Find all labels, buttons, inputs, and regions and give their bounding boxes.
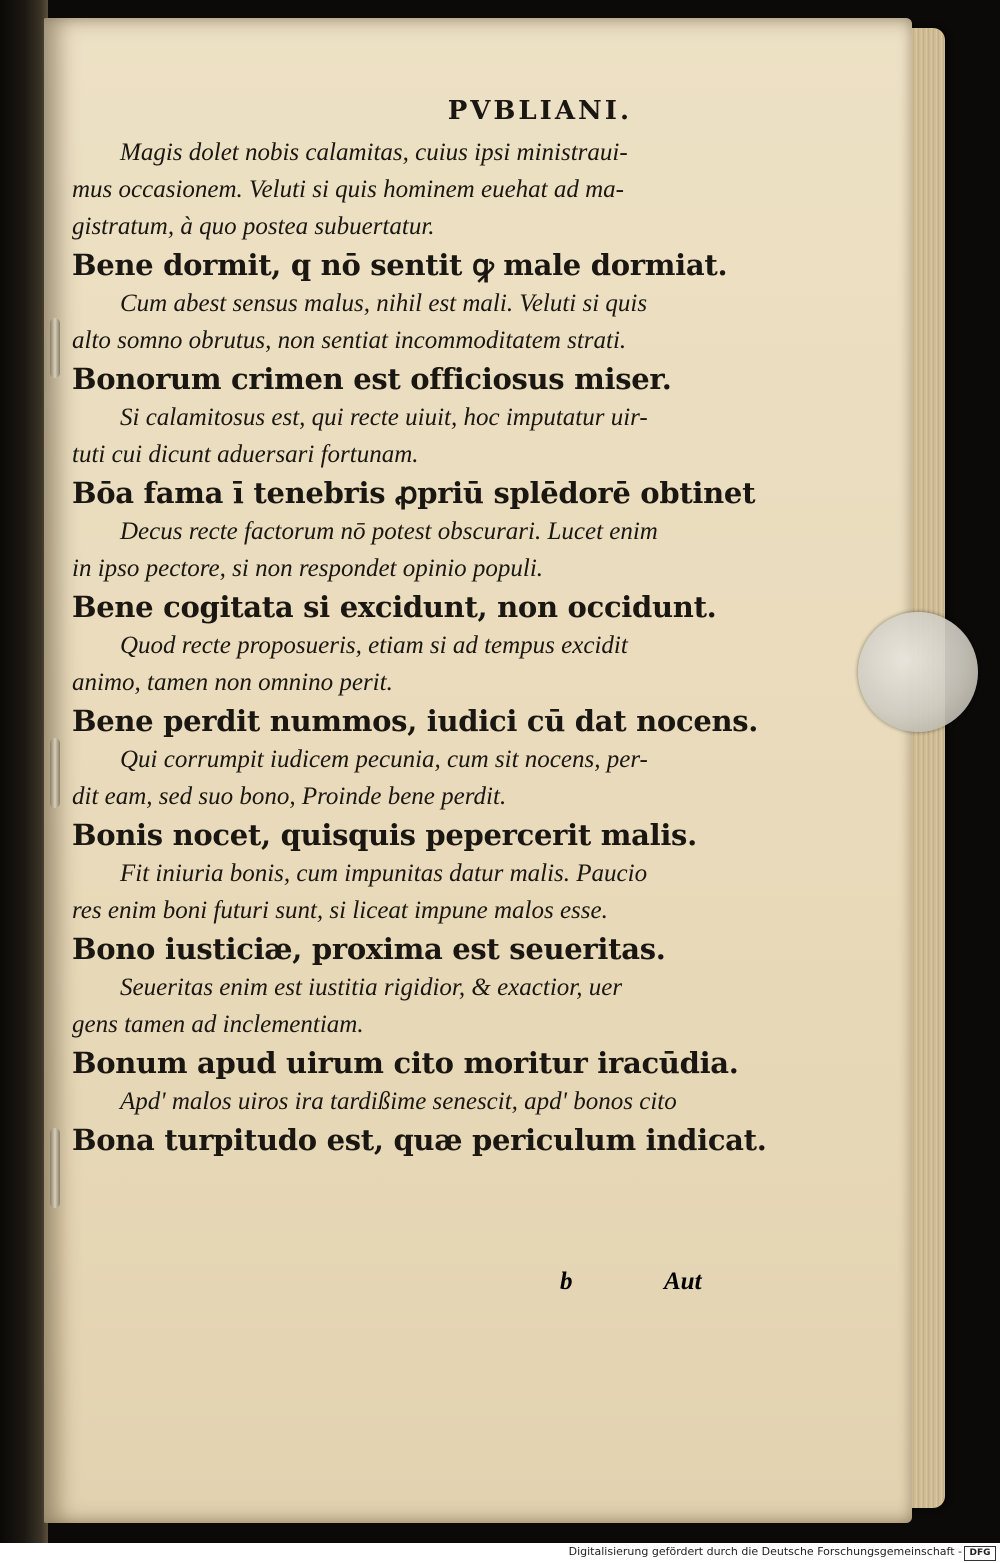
- signature-mark: b: [560, 1268, 573, 1295]
- sentence-line: Bona turpitudo est, quæ periculum indicat.: [72, 1123, 767, 1157]
- sentence-line: Bonorum crimen est officiosus miser.: [72, 362, 672, 396]
- text-block: [72, 96, 772, 1160]
- sentence-line: Bonum apud uirum cito moritur iracūdia.: [72, 1046, 739, 1080]
- book-spine: [0, 0, 48, 1543]
- gloss-line: Fit iniuria bonis, cum impunitas datur malis. Paucio: [120, 860, 648, 887]
- gloss-line: Quod recte proposueris, etiam si ad tempus excidit: [120, 632, 628, 659]
- gloss-line: Qui corrumpit iudicem pecunia, cum sit nocens, per-: [120, 746, 648, 773]
- gloss-line: res enim boni futuri sunt, si liceat impune malos esse.: [72, 897, 608, 924]
- gloss-line: gens tamen ad inclementiam.: [72, 1011, 364, 1038]
- credit-bar: [0, 1543, 1000, 1563]
- gloss-line: gistratum, à quo postea subuertatur.: [72, 213, 435, 240]
- sentence-line: Bene perdit nummos, iudici cū dat nocens.: [72, 704, 759, 738]
- gloss-line: mus occasionem. Veluti si quis hominem euehat ad ma-: [72, 176, 625, 203]
- gloss-line: Apd' malos uiros ira tardißime senescit, apd' bonos cito: [120, 1088, 677, 1115]
- binding-ring: [50, 318, 60, 378]
- running-head: PVBLIANI.: [447, 96, 632, 126]
- sentence-line: Bene cogitata si excidunt, non occidunt.: [72, 590, 717, 624]
- gloss-line: Decus recte factorum nō potest obscurari. Lucet enim: [120, 518, 658, 545]
- binding-ring: [50, 1128, 60, 1208]
- gloss-line: in ipso pectore, si non respondet opinio populi.: [72, 555, 544, 582]
- gloss-line: animo, tamen non omnino perit.: [72, 669, 393, 696]
- gloss-line: alto somno obrutus, non sentiat incommoditatem strati.: [72, 327, 627, 354]
- sentence-line: Bōa fama ī tenebris ꝓpriū splēdorē obtinet: [72, 476, 756, 510]
- gloss-line: Si calamitosus est, qui recte uiuit, hoc imputatur uir-: [120, 404, 648, 431]
- gloss-line: Seueritas enim est iustitia rigidior, & exactior, uer: [120, 974, 623, 1001]
- dfg-logo: DFG: [964, 1546, 996, 1561]
- funding-credit: Digitalisierung gefördert durch die Deutsche Forschungsgemeinschaft -: [568, 1545, 962, 1558]
- gloss-line: dit eam, sed suo bono, Proinde bene perdit.: [72, 783, 507, 810]
- gloss-line: Cum abest sensus malus, nihil est mali. Veluti si quis: [120, 290, 648, 317]
- page-clip: [858, 612, 978, 732]
- catchword: Aut: [664, 1268, 702, 1295]
- sentence-line: Bono iusticiæ, proxima est seueritas.: [72, 932, 666, 966]
- sentence-line: Bonis nocet, quisquis pepercerit malis.: [72, 818, 697, 852]
- gloss-line: Magis dolet nobis calamitas, cuius ipsi ministraui-: [120, 139, 628, 166]
- gloss-line: tuti cui dicunt aduersari fortunam.: [72, 441, 419, 468]
- binding-ring: [50, 738, 60, 808]
- sentence-line: Bene dormit, q nō sentit ꝙ male dormiat.: [72, 248, 728, 282]
- text-lines: [72, 134, 772, 1160]
